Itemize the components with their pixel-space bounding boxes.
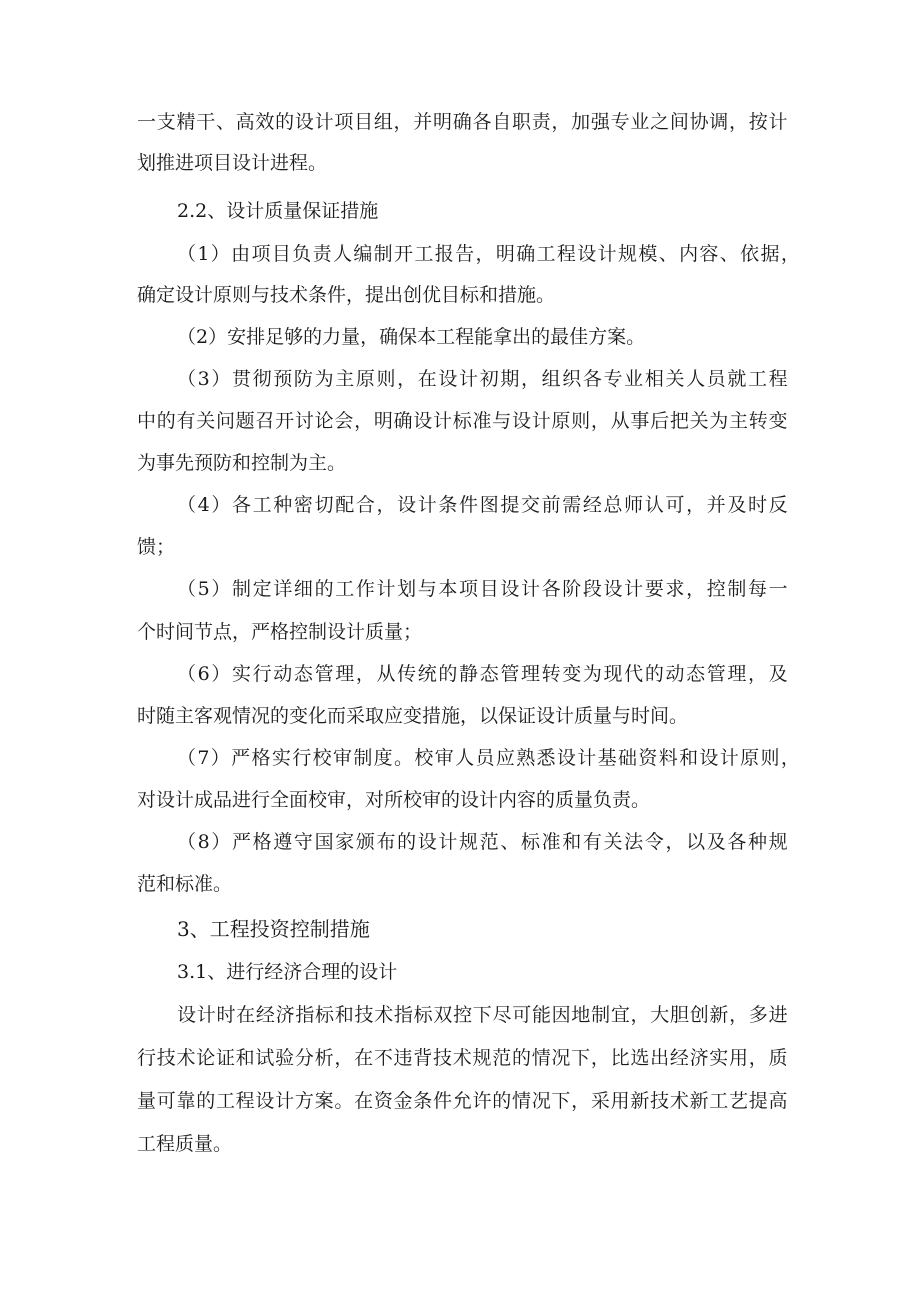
text-line: 个时间节点，严格控制设计质量； [137, 621, 423, 643]
text-line: 馈； [137, 536, 176, 558]
text-line: 时随主客观情况的变化而采取应变措施，以保证设计质量与时间。 [137, 705, 689, 727]
text-line: （ 4 ） 各 工 种 密 切 配 合 ， 设 计 条 件 图 提 交 前 需 经 总 师 认 可 ， 并 及 时 反 [177, 494, 788, 516]
text-line: 范和标准。 [137, 873, 233, 895]
text-line: 划推进项目设计进程。 [137, 152, 328, 174]
text-line: （ 3 ） 贯 彻 预 防 为 主 原 则 ， 在 设 计 初 期 ， 组 织 各 专 业 相 关 人 员 就 工 程 [177, 368, 788, 390]
text-line: 确定设计原则与技术条件，提出创优目标和措施。 [137, 284, 556, 306]
text-line: 为事先预防和控制为主。 [137, 452, 347, 474]
text-line: 对设计成品进行全面校审，对所校审的设计内容的质量负责。 [137, 789, 651, 811]
text-line: 行 技 术 论 证 和 试 验 分 析 ， 在 不 违 背 技 术 规 范 的 情 况 下 ， 比 选 出 经 济 实 用 ， 质 [137, 1047, 788, 1069]
text-line: 一 支 精 干 、 高 效 的 设 计 项 目 组 ， 并 明 确 各 自 职 责 ， 加 强 专 业 之 间 协 调 ， 按 计 [137, 111, 788, 133]
section-heading-2-2: 2.2、设计质量保证措施 [177, 200, 379, 222]
text-line: （ 8 ） 严 格 遵 守 国 家 颁 布 的 设 计 规 范 、 标 准 和 有 关 法 令 ， 以 及 各 种 规 [177, 831, 788, 853]
text-line: （ 1 ） 由 项 目 负 责 人 编 制 开 工 报 告 ， 明 确 工 程 设 计 规 模 、 内 容 、 依 据 ， [177, 243, 800, 265]
text-line: （ 5 ） 制 定 详 细 的 工 作 计 划 与 本 项 目 设 计 各 阶 段 设 计 要 求 ， 控 制 每 一 [177, 578, 788, 600]
text-line: （ 7 ） 严 格 实 行 校 审 制 度 。 校 审 人 员 应 熟 悉 设 计 基 础 资 料 和 设 计 原 则 ， [177, 747, 800, 769]
text-line: 中 的 有 关 问 题 召 开 讨 论 会 ， 明 确 设 计 标 准 与 设 计 原 则 ， 从 事 后 把 关 为 主 转 变 [137, 410, 788, 432]
text-line: 设 计 时 在 经 济 指 标 和 技 术 指 标 双 控 下 尽 可 能 因 地 制 宜 ， 大 胆 创 新 ， 多 进 [177, 1004, 788, 1026]
text-line: 工程质量。 [137, 1133, 233, 1155]
section-heading-3: 3、工程投资控制措施 [177, 917, 370, 941]
section-heading-3-1: 3.1、进行经济合理的设计 [177, 961, 398, 983]
text-line: 量 可 靠 的 工 程 设 计 方 案 。 在 资 金 条 件 允 许 的 情 况 下 ， 采 用 新 技 术 新 工 艺 提 高 [137, 1090, 788, 1112]
text-line: （2）安排足够的力量，确保本工程能拿出的最佳方案。 [177, 326, 646, 348]
text-line: （ 6 ） 实 行 动 态 管 理 ， 从 传 统 的 静 态 管 理 转 变 为 现 代 的 动 态 管 理 ， 及 [177, 663, 788, 685]
